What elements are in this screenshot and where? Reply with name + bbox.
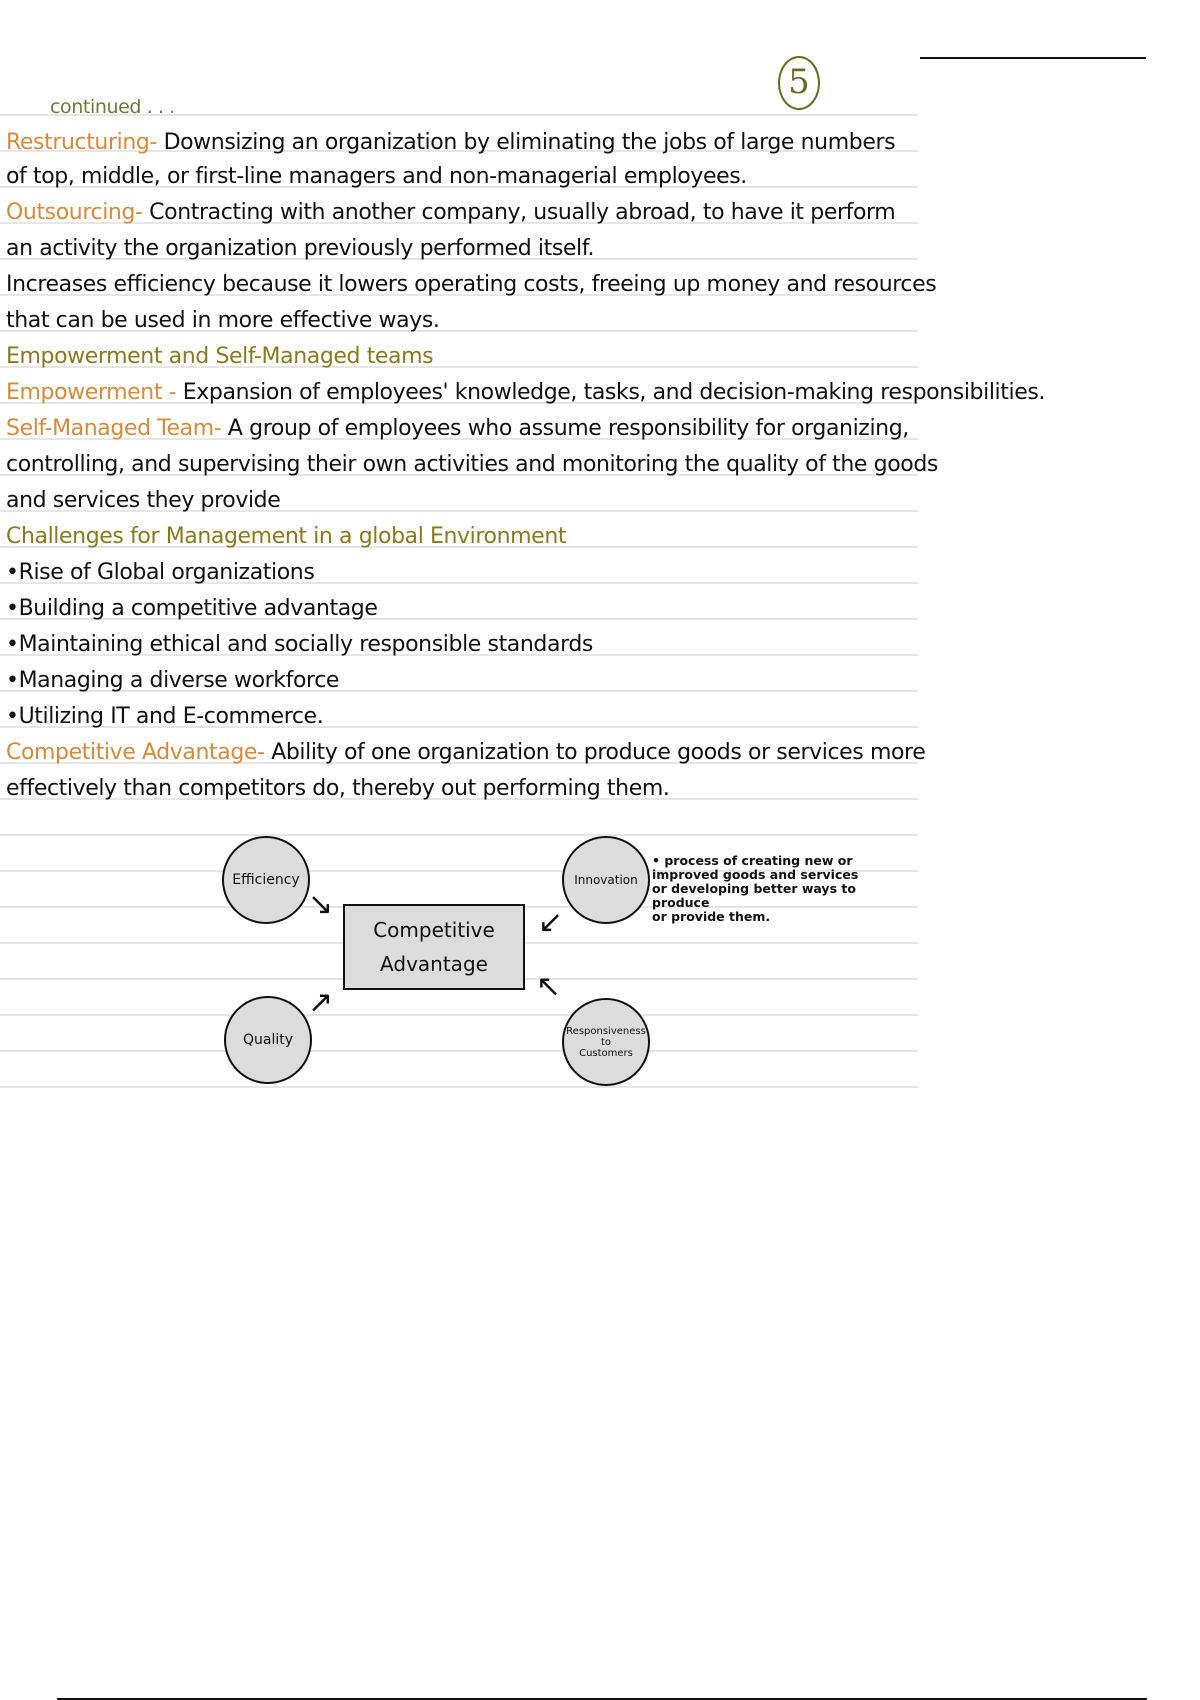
center-label-1: Competitive [373, 918, 495, 942]
competitive-advantage-box [343, 904, 525, 990]
arrow-icon: ↗ [308, 985, 334, 1020]
responsiveness-label-1: Responsiveness [566, 1025, 646, 1037]
challenge-item: •Rise of Global organizations [6, 560, 315, 585]
innovation-note-line: improved goods and services [652, 867, 859, 882]
continued-label: continued . . . [50, 96, 175, 118]
restructuring-term: Restructuring- [6, 130, 157, 155]
quality-circle [224, 996, 312, 1084]
responsiveness-label-2: to [600, 1036, 612, 1048]
innovation-note-line: • process of creating new or [652, 853, 853, 868]
restructuring-definition-1: Downsizing an organization by eliminating the jobs of large numbers [156, 130, 896, 155]
self-managed-line-2: controlling, and supervising their own activities and monitoring the quality of the goods [6, 452, 938, 477]
restructuring-line-2: of top, middle, or first-line managers and non-managerial employees. [6, 164, 747, 189]
outsourcing-line-2: an activity the organization previously performed itself. [6, 236, 595, 261]
responsiveness-label-3: Customers [579, 1047, 633, 1059]
efficiency-label: Efficiency [232, 872, 300, 888]
empowerment-definition: Expansion of employees' knowledge, tasks, and decision-making responsibilities. [176, 380, 1045, 405]
competitive-term: Competitive Advantage- [6, 740, 265, 765]
outsourcing-definition-1: Contracting with another company, usually abroad, to have it perform [142, 200, 896, 225]
quality-label: Quality [242, 1032, 294, 1048]
empowerment-line [6, 380, 1045, 406]
arrow-icon: ↖ [536, 969, 562, 1004]
restructuring-line-1 [6, 130, 911, 156]
empowerment-heading: Empowerment and Self-Managed teams [6, 344, 434, 369]
challenge-item: •Building a competitive advantage [6, 596, 378, 621]
outsourcing-term: Outsourcing- [6, 200, 143, 225]
outsourcing-note-2: that can be used in more effective ways. [6, 308, 440, 333]
competitive-advantage-diagram [0, 830, 918, 1100]
innovation-note [652, 854, 902, 924]
self-managed-term: Self-Managed Team- [6, 416, 222, 441]
challenge-item: •Managing a diverse workforce [6, 668, 340, 693]
arrow-icon: ↙ [538, 905, 564, 940]
responsiveness-circle [562, 998, 650, 1086]
empowerment-term: Empowerment - [6, 380, 177, 405]
competitive-line-2: effectively than competitors do, thereby out performing them. [6, 776, 670, 801]
innovation-note-line: or developing better ways to produce [652, 881, 856, 910]
innovation-label: Innovation [574, 873, 638, 887]
challenge-item: •Maintaining ethical and socially responsible standards [6, 632, 593, 657]
innovation-circle [562, 836, 650, 924]
efficiency-circle [222, 836, 310, 924]
self-managed-line-1 [6, 416, 911, 442]
challenges-heading: Challenges for Management in a global Environment [6, 524, 567, 549]
competitive-definition-1: Ability of one organization to produce goods or services more [264, 740, 926, 765]
outsourcing-line-1 [6, 200, 911, 226]
page-number: 5 [778, 56, 820, 110]
outsourcing-note-1: Increases efficiency because it lowers operating costs, freeing up money and resources [6, 272, 937, 297]
challenge-item: •Utilizing IT and E-commerce. [6, 704, 324, 729]
self-managed-line-3: and services they provide [6, 488, 281, 513]
arrow-icon: ↘ [308, 887, 334, 922]
competitive-line-1 [6, 740, 926, 766]
innovation-note-line: or provide them. [652, 909, 771, 924]
header-rule [920, 57, 1146, 59]
center-label-2: Advantage [380, 952, 488, 976]
self-managed-definition-1: A group of employees who assume responsibility for organizing, [221, 416, 909, 441]
